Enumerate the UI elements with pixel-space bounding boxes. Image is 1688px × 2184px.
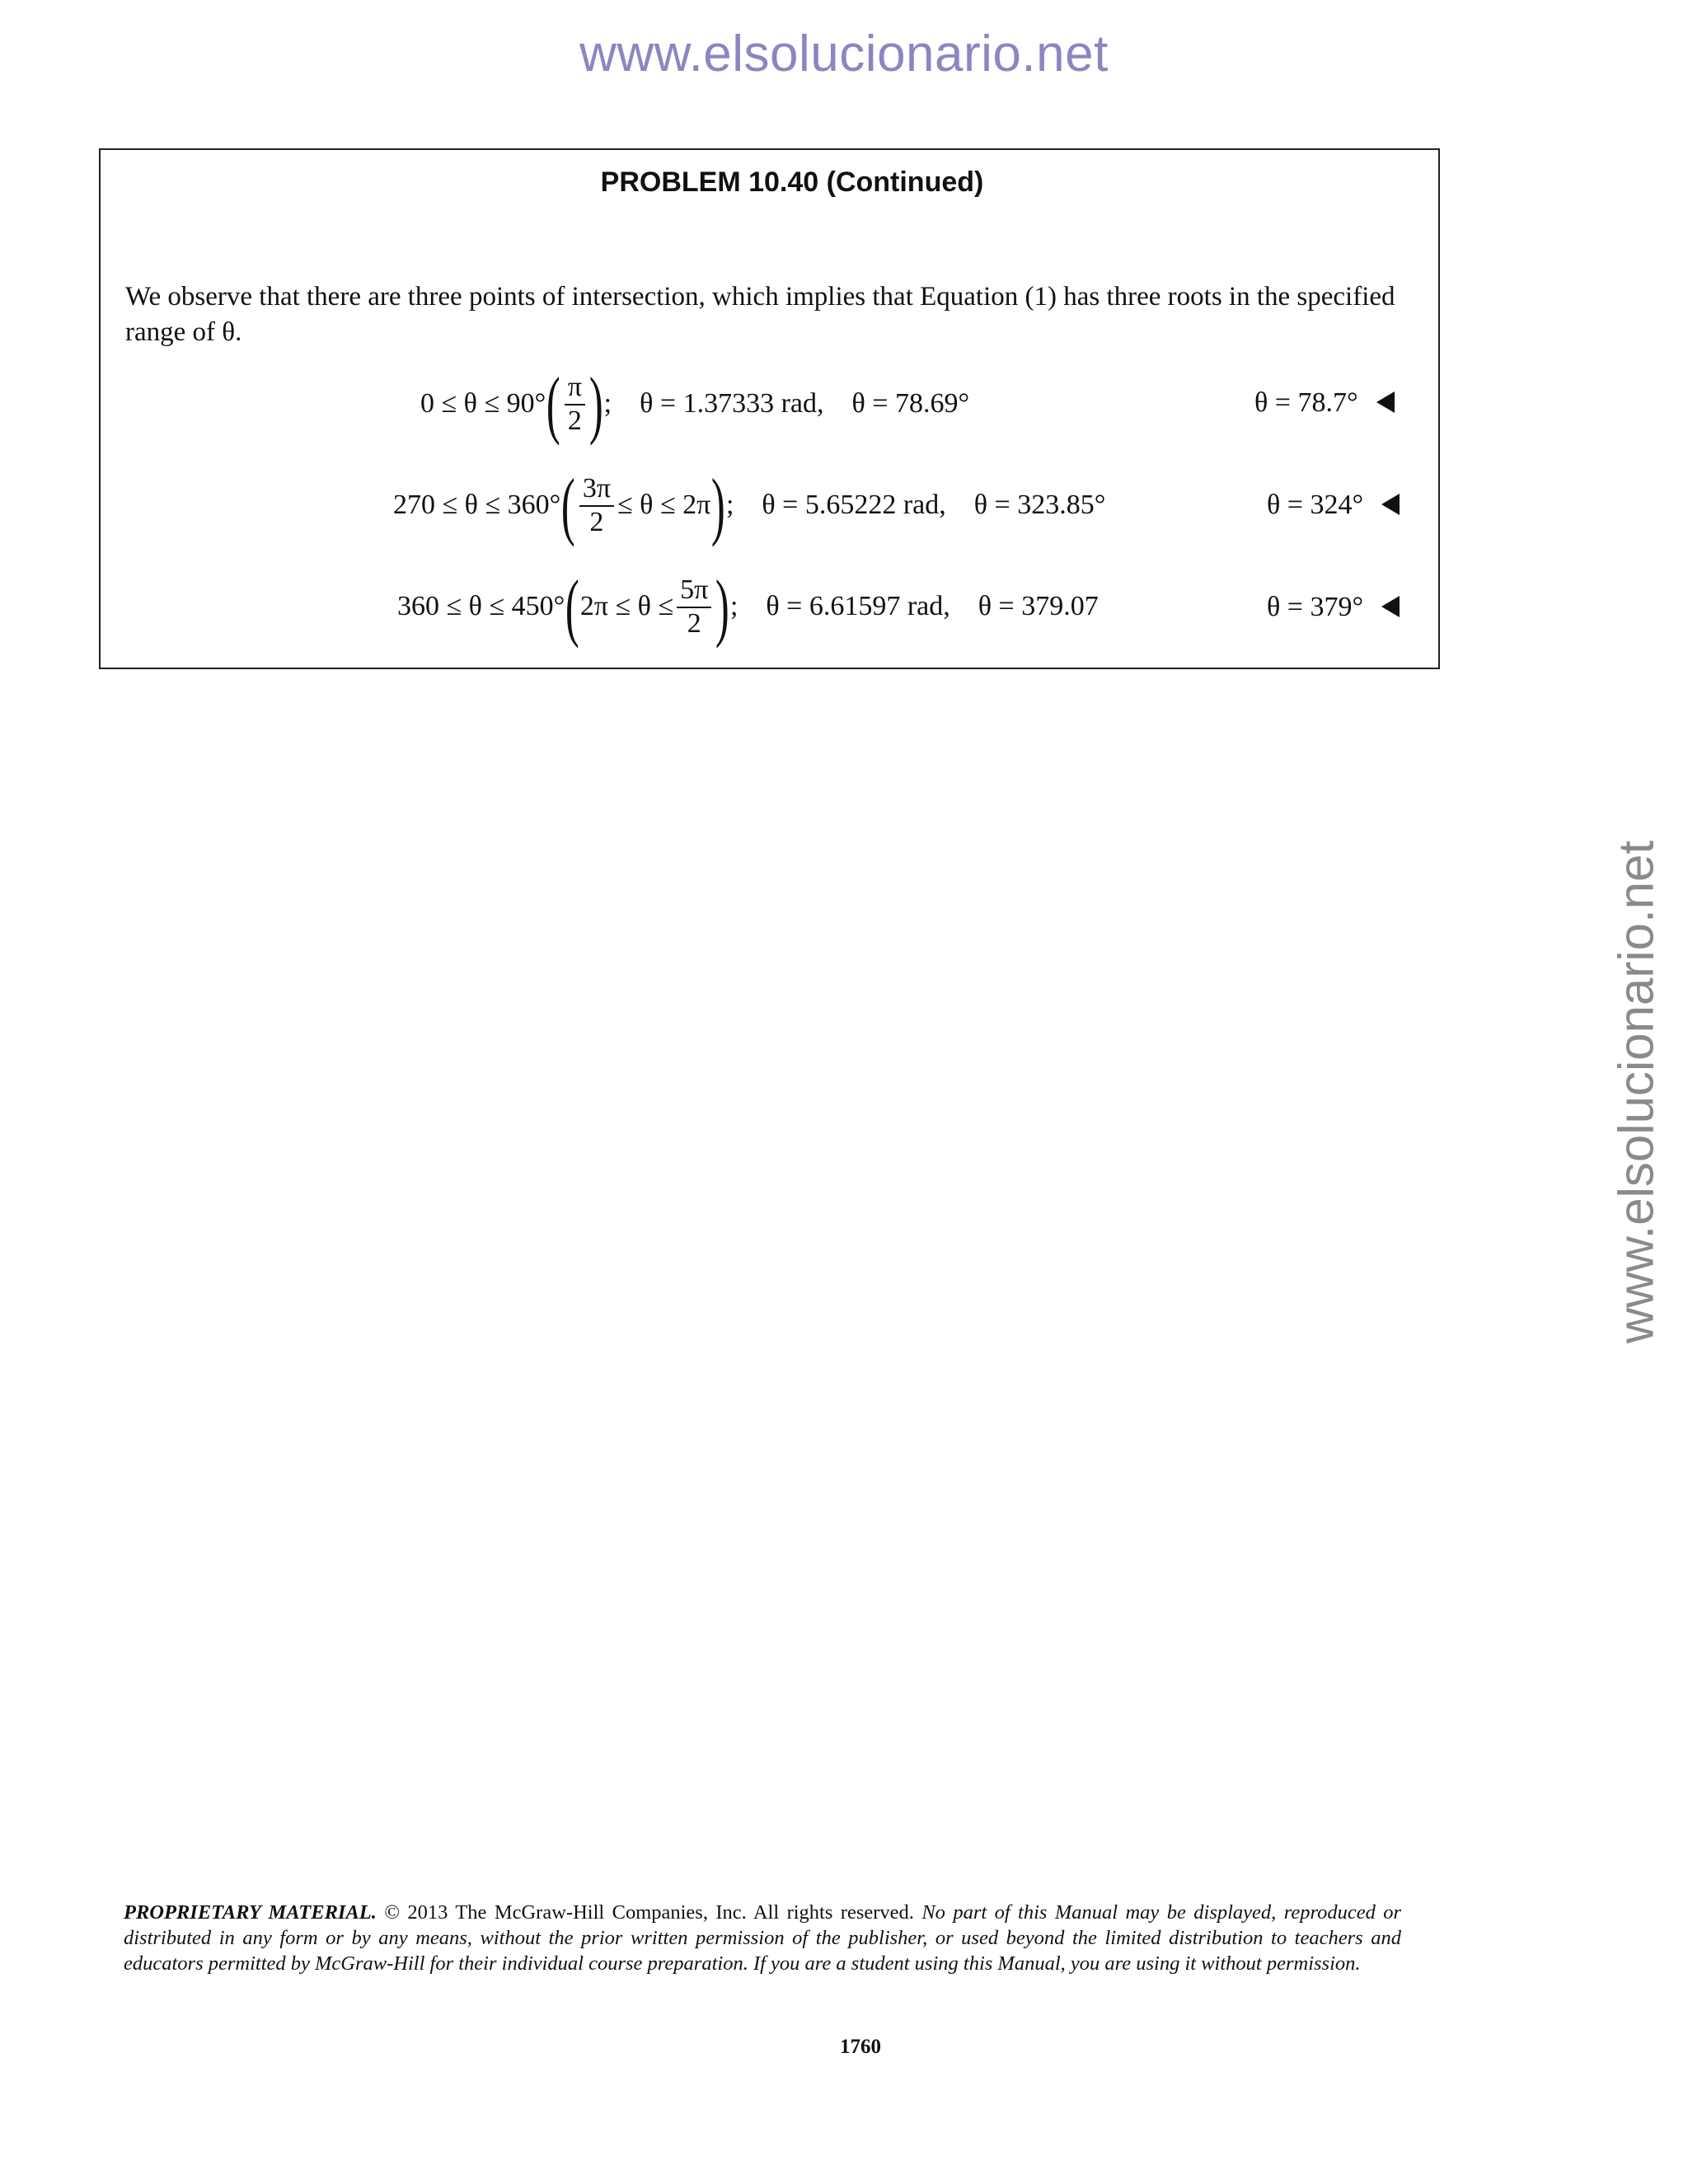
answer-marker-icon: [1376, 391, 1395, 413]
fraction-numerator: 3π: [579, 472, 614, 507]
watermark-top: www.elsolucionario.net: [579, 26, 1109, 82]
left-paren: (: [561, 463, 575, 547]
degree-value: θ = 379.07: [978, 591, 1099, 621]
paren-post: ≤ θ ≤ 2π: [617, 490, 711, 520]
degree-value: θ = 323.85°: [973, 490, 1106, 520]
page-number: 1760: [840, 2036, 881, 2058]
answer-text: θ = 324°: [1267, 490, 1364, 520]
footer-copyright: © 2013 The McGraw-Hill Companies, Inc. All rights reserved.: [384, 1901, 914, 1924]
paren-pre: 2π ≤ θ ≤: [579, 591, 674, 621]
degree-value: θ = 78.69°: [851, 388, 970, 419]
radian-value: θ = 1.37333 rad,: [640, 388, 824, 419]
radian-value: θ = 5.65222 rad,: [762, 490, 946, 520]
fraction-denominator: 2: [567, 405, 582, 436]
fraction: [579, 472, 614, 538]
fraction-numerator: 5π: [677, 574, 711, 608]
separator: ;: [729, 591, 767, 621]
answer-marker-icon: [1381, 596, 1400, 617]
right-paren: ): [588, 362, 603, 446]
fraction-numerator: π: [565, 371, 585, 405]
left-paren: (: [546, 362, 560, 446]
footer-notice: No part of this Manual may be displayed, reproduced or distributed in any form or by any means, without the prior written permission of the publisher, or used beyond the limited distribution to teachers and educators permitted by McGraw-Hill for their individual course preparation. If you are a student using this Manual, you are using it without permission.: [124, 1901, 1402, 1975]
problem-title: PROBLEM 10.40 (Continued): [600, 166, 984, 198]
fraction: [677, 574, 711, 640]
footer-lead: PROPRIETARY MATERIAL.: [124, 1901, 377, 1924]
answer-3: [1267, 592, 1400, 623]
radian-value: θ = 6.61597 rad,: [766, 591, 950, 621]
range-prefix: 360 ≤ θ ≤ 450°: [397, 591, 565, 621]
copyright-footer: [124, 1900, 1401, 1976]
problem-box: [99, 148, 1440, 669]
fraction-denominator: 2: [687, 608, 701, 639]
equation-row-2: [393, 463, 1106, 547]
right-paren: ): [711, 463, 726, 547]
fraction: [565, 371, 585, 437]
intro-paragraph: We observe that there are three points of intersection, which implies that Equation (1) has three roots in the specified range of θ.: [125, 282, 1395, 347]
answer-text: θ = 379°: [1267, 592, 1364, 622]
separator: ;: [603, 388, 640, 419]
answer-text: θ = 78.7°: [1254, 387, 1358, 418]
right-paren: ): [715, 565, 730, 649]
answer-marker-icon: [1381, 494, 1400, 515]
watermark-side-text: www.elsolucionario.net: [1608, 840, 1664, 1344]
equation-row-3: [397, 565, 1099, 649]
answer-1: [1254, 387, 1395, 419]
separator: ;: [725, 490, 762, 520]
range-prefix: 270 ≤ θ ≤ 360°: [393, 490, 561, 520]
equation-row-1: [420, 362, 970, 446]
answer-2: [1267, 490, 1400, 521]
left-paren: (: [565, 565, 579, 649]
fraction-denominator: 2: [589, 507, 604, 537]
range-prefix: 0 ≤ θ ≤ 90°: [420, 388, 546, 419]
